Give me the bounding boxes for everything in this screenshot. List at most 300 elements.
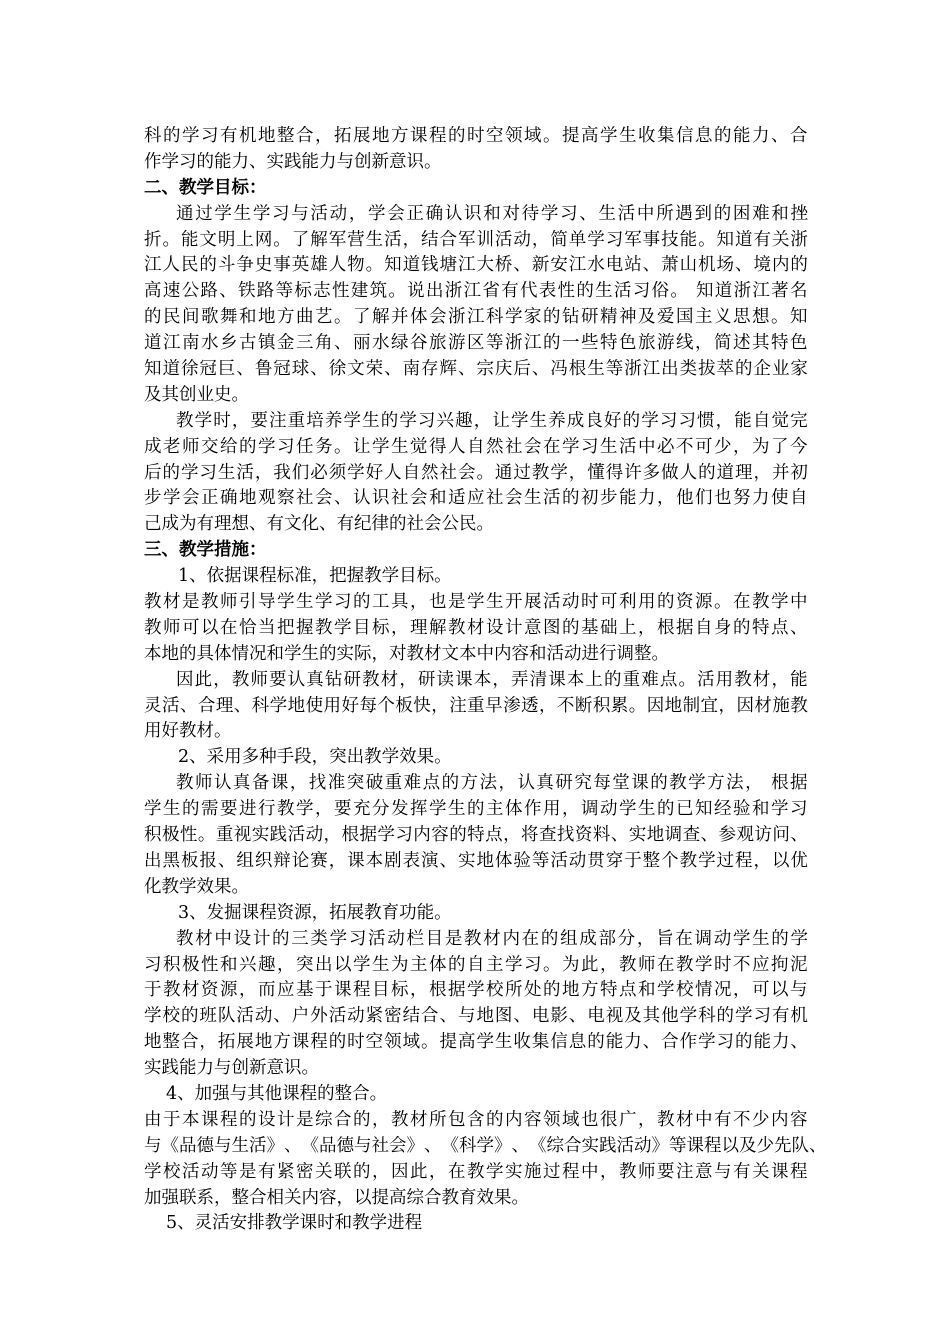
text-char: 企 [753,359,771,380]
text-char: 能 [180,229,199,250]
text-char: 分 [372,799,390,820]
text-char: 培 [306,410,324,431]
text-char: 材 [676,1109,694,1130]
text-char: 地 [372,126,390,146]
text-char: 突 [296,954,314,975]
text-char: 特 [771,333,789,354]
text-char: 自 [752,410,771,431]
text-char: 经 [714,799,732,820]
text-char: 的 [449,825,467,846]
text-char: 活 [182,1161,200,1182]
text-char: 许 [624,462,642,483]
text-char: 事 [273,255,291,276]
text-char: 户 [291,1006,310,1027]
text-char: ， [315,799,333,820]
text-char: 民 [180,255,199,276]
text-char: 学 [329,928,348,949]
text-char: 的 [380,410,399,431]
text-line [144,435,808,461]
text-char: 和 [483,203,501,224]
text-char: 会 [387,203,405,224]
text-line [144,202,808,228]
text-char: 的 [353,592,371,613]
text-char: 路 [256,281,275,302]
text-char: 积 [144,825,162,846]
text-char: 、 [513,255,531,276]
text-char: 为 [562,954,580,975]
text-char: 真 [306,669,324,690]
text-char: 安 [550,255,568,276]
text-char: 会 [524,436,542,457]
text-char: 注 [269,410,287,431]
text-char: 灵 [144,695,162,716]
text-char: 、 [439,850,457,871]
text-char: 认 [213,773,232,794]
text-char: 生 [524,488,542,509]
text-char: 知 [695,281,714,302]
text-char: 他 [676,488,694,509]
text-char: 简 [550,229,568,250]
text-line [144,253,808,279]
text-char: 的 [716,1006,735,1027]
text-char: 挫 [790,203,808,224]
text-char: 性 [201,954,219,975]
text-char: 方 [707,773,725,794]
text-char: ， [745,773,763,794]
text-char: 。 [365,255,384,276]
text-char: 、 [179,695,198,716]
text-char: 践 [599,1135,617,1156]
text-char: 查 [538,825,557,846]
text-char: 先 [774,1135,792,1156]
text-char: 爱 [657,307,675,328]
text-char: 的 [353,1109,371,1130]
text-char: 冯 [550,359,568,380]
text-char: 困 [732,203,751,224]
text-char: 会 [315,488,333,509]
text-char: 单 [568,229,587,250]
text-char: 真 [232,773,251,794]
text-char: 合 [180,1032,199,1053]
text-char: 合 [790,126,808,146]
text-char: ， [328,850,347,871]
text-char: 。 [273,229,291,250]
text-char: 、 [384,359,402,380]
text-char: 习 [632,281,651,302]
text-char: 活 [236,462,254,483]
text-char: 及 [638,307,656,328]
text-char: 动 [562,592,580,613]
text-line [144,797,808,823]
text-line: 本地的具体情况和学生的实际，对教材文本中内容和活动进行调整。 [144,643,669,664]
text-char: 丽 [353,333,371,354]
text-char: 浙 [448,307,466,328]
text-char: 生 [598,203,616,224]
text-char: 教 [679,850,698,871]
text-char: 有 [258,1161,276,1182]
text-char: 研 [555,773,573,794]
text-char: 贯 [587,850,605,871]
text-char: 师 [182,436,200,457]
text-char: 要 [220,799,238,820]
text-char: 、 [809,1135,827,1156]
text-char: 程 [429,126,447,146]
text-char: 和 [752,799,770,820]
text-char: 会 [457,462,476,483]
text-char: 源 [220,980,238,1001]
text-char: 以 [771,850,790,871]
text-char: 三 [291,928,309,949]
text-char: 宗 [476,359,494,380]
text-char: 调 [664,825,683,846]
text-char: 军 [328,229,347,250]
text-char: 师 [638,954,656,975]
text-char: 紧 [365,1006,384,1027]
text-char: 过 [543,1161,561,1182]
text-char: 习 [201,126,219,146]
text-char: 为 [752,436,770,457]
text-char: 使 [305,695,324,716]
text-char: 收 [513,1032,531,1053]
text-char: 出 [315,954,333,975]
text-char: 社 [391,488,409,509]
text-char: 的 [543,980,561,1001]
text-char: 课 [270,773,289,794]
text-char: 已 [676,799,694,820]
text-char: 料 [592,825,611,846]
text-char: 设 [233,928,252,949]
text-char: 养 [324,410,343,431]
text-char: 课 [291,1032,310,1053]
text-char: 水 [201,333,219,354]
text-char: 学 [277,592,295,613]
text-line: 作学习的能力、实践能力与创新意识。 [144,151,442,172]
text-char: 道 [162,359,180,380]
text-char: 境 [753,255,771,276]
text-char: 学 [732,928,751,949]
text-char: 活 [494,229,513,250]
text-char: 旨 [656,928,674,949]
text-char: 利 [619,592,637,613]
text-char: 了 [771,436,789,457]
text-char: 据 [448,980,466,1001]
text-char: 机 [239,126,257,146]
text-char: 解 [372,307,390,328]
text-char: 教 [752,592,770,613]
text-char: 学 [180,462,199,483]
text-char: 快 [413,695,431,716]
text-char: 时 [581,592,599,613]
text-char: 师 [163,617,181,638]
text-char: 于 [315,980,333,1001]
text-char: 养 [548,410,566,431]
text-char: 技 [661,229,679,250]
text-char: 剧 [384,850,402,871]
text-char: 过 [195,203,213,224]
text-char: 习 [272,203,290,224]
text-char: 地 [144,1032,162,1053]
text-char: 钻 [324,669,343,690]
text-char: 研 [417,669,436,690]
text-char: 活 [616,1135,634,1156]
text-char: 让 [492,410,510,431]
text-char: ， [503,825,521,846]
text-char: 的 [441,773,460,794]
text-char: 的 [713,203,732,224]
section-heading-measures: 三、教学措施： [144,540,267,561]
text-line: 用好教材。 [144,721,232,742]
text-char: 。 [628,695,647,716]
text-char: 时 [347,1032,365,1053]
text-char: 突 [346,773,365,794]
text-char: 徐 [328,359,347,380]
text-char: 高 [457,1032,476,1053]
text-char: 为 [391,954,409,975]
text-char: 能 [605,1032,624,1053]
text-char: 弄 [510,669,529,690]
text-char: 文 [347,359,365,380]
text-char: 步 [144,488,162,509]
text-char: 得 [429,436,447,457]
text-char: 生 [619,126,637,146]
text-char: 《 [161,1135,179,1156]
text-char: 、 [642,1032,661,1053]
text-char: 学 [214,203,232,224]
text-char: 识 [464,203,482,224]
text-char: 动 [713,928,732,949]
text-char: 、 [310,359,328,380]
text-char: 图 [543,617,561,638]
text-char: 早 [485,695,503,716]
text-char: 合 [564,1135,582,1156]
text-line: 化教学效果。 [144,876,249,897]
text-char: 。 [388,281,406,302]
item-title-5: 5、灵活安排教学课时和教学进程 [166,1213,423,1234]
text-char: 结 [421,229,439,250]
text-char: 方 [460,773,479,794]
text-char: 然 [421,462,439,483]
text-char: ， [315,126,333,146]
text-char: 生 [163,799,181,820]
text-line: 及其创业史。 [144,384,249,405]
text-char: 物 [347,255,365,276]
text-char: 的 [657,592,675,613]
text-char: 能 [753,1032,771,1053]
text-char: 兴 [436,410,455,431]
text-char: 教 [176,410,194,431]
text-char: 地 [562,980,580,1001]
text-char: 辉 [439,359,457,380]
text-char: 极 [161,825,180,846]
text-char: 挥 [410,799,428,820]
text-char: 》 [266,1135,284,1156]
text-char: 网 [254,229,273,250]
text-char: 理 [735,462,753,483]
text-char: 色 [619,333,637,354]
text-char: 动 [201,1161,219,1182]
text-char: 、 [513,1006,531,1027]
text-char: ， [372,1109,390,1130]
text-char: 的 [562,617,580,638]
text-char: 不 [556,695,575,716]
text-char: 后 [513,359,531,380]
text-line [144,849,808,875]
text-char: 影 [550,1006,568,1027]
text-char: 活 [368,928,386,949]
text-char: 在 [675,928,693,949]
text-char: 学 [182,126,200,146]
text-char: ， [531,229,550,250]
text-char: 、 [334,488,352,509]
text-char: 工 [372,592,390,613]
text-char: 学 [144,799,162,820]
text-char: 因 [646,695,665,716]
text-char: 不 [733,1109,751,1130]
text-char: 德 [196,1135,214,1156]
text-char: ， [695,333,713,354]
text-char: 学 [377,825,395,846]
text-char: 社 [486,488,504,509]
text-char: 了 [291,229,310,250]
text-char: 》 [494,1135,512,1156]
text-char: 会 [389,1135,407,1156]
text-char: 人 [679,462,698,483]
text-char: 方 [391,126,409,146]
text-char: 处 [524,980,542,1001]
text-char: 雄 [310,255,328,276]
text-char: 科 [486,307,504,328]
text-char: 拓 [217,1032,236,1053]
text-char: 教 [315,617,333,638]
text-char: 以 [334,954,352,975]
text-char: 注 [449,695,467,716]
text-char: 让 [353,436,371,457]
text-char: 习 [659,410,678,431]
text-char: 教 [176,773,194,794]
text-char: 中 [790,592,808,613]
text-char: 些 [581,333,599,354]
text-char: 点 [771,617,789,638]
text-char: 努 [733,488,751,509]
text-char: 道 [144,333,162,354]
text-char: 类 [679,359,698,380]
text-char: 师 [194,773,213,794]
text-char: 学 [619,799,637,820]
text-char: 容 [431,825,449,846]
text-char: 道 [402,255,421,276]
text-char: 旅 [429,333,447,354]
text-char: 德 [336,1135,354,1156]
text-char: 有 [733,1161,751,1182]
text-char: 习 [277,436,295,457]
text-char: 。 [670,281,688,302]
item-title-4: 4、加强与其他课程的整合。 [166,1083,388,1104]
text-char: 地 [646,825,665,846]
text-char: 习 [144,954,162,975]
text-char: 验 [733,799,751,820]
text-char: 地 [287,695,306,716]
text-char: 备 [251,773,270,794]
text-char: 难 [403,773,422,794]
item3-paragraph [144,927,808,1082]
text-char: 学 [790,928,808,949]
text-char: 、 [273,1006,291,1027]
text-char: 上 [619,617,637,638]
text-char: 因 [736,695,754,716]
text-char: 习 [524,954,542,975]
text-char: 遇 [675,203,693,224]
text-char: 的 [448,954,466,975]
text-char: 践 [269,825,288,846]
text-char: 学 [258,436,276,457]
text-char: 南 [182,333,200,354]
text-char: 生 [233,203,252,224]
text-char: 力 [624,1032,642,1053]
text-char: 活 [697,669,715,690]
text-char: 生 [595,281,613,302]
text-char: 冠 [199,359,217,380]
text-char: ， [718,695,736,716]
text-char: 实 [628,825,647,846]
text-char: 学 [467,980,485,1001]
text-char: 性 [331,281,350,302]
text-char: 知 [695,799,713,820]
text-char: 英 [291,255,310,276]
document-page [144,124,827,1237]
text-char: 他 [661,1006,679,1027]
text-char: 习 [417,410,436,431]
text-char: 设 [258,1109,276,1130]
text-char: 乡 [220,333,238,354]
text-char: 设 [486,617,504,638]
text-char: ， [231,410,250,431]
text-char: 的 [353,1161,371,1182]
text-line [144,1134,827,1160]
text-char: 于 [144,980,162,1001]
text-char: 在 [543,436,561,457]
text-char: 实 [457,850,476,871]
text-char: 读 [436,669,455,690]
text-char: 路 [200,281,218,302]
text-char: 体 [505,799,523,820]
text-char: 学 [600,126,618,146]
text-char: ， [753,462,771,483]
text-char: 的 [733,617,751,638]
text-char: 习 [348,928,367,949]
text-char: 教 [163,980,181,1001]
text-char: 整 [642,850,661,871]
text-char: 少 [714,436,732,457]
text-char: 因 [391,1161,409,1182]
text-char: 人 [328,255,347,276]
text-char: 目 [425,928,444,949]
text-char: 堂 [612,773,630,794]
text-char: ， [638,617,656,638]
text-char: 们 [291,462,310,483]
text-char: 也 [581,1109,599,1130]
text-char: 机 [790,1006,808,1027]
text-char: ， [239,980,257,1001]
text-char: 师 [638,1161,656,1182]
text-char: 累 [610,695,629,716]
text-char: 精 [600,307,618,328]
text-char: 观 [258,488,276,509]
text-char: 、 [284,1135,302,1156]
text-char: 紧 [277,1161,295,1182]
text-char: 活 [236,1006,254,1027]
text-char: 是 [182,592,200,613]
text-char: 了 [353,307,371,328]
